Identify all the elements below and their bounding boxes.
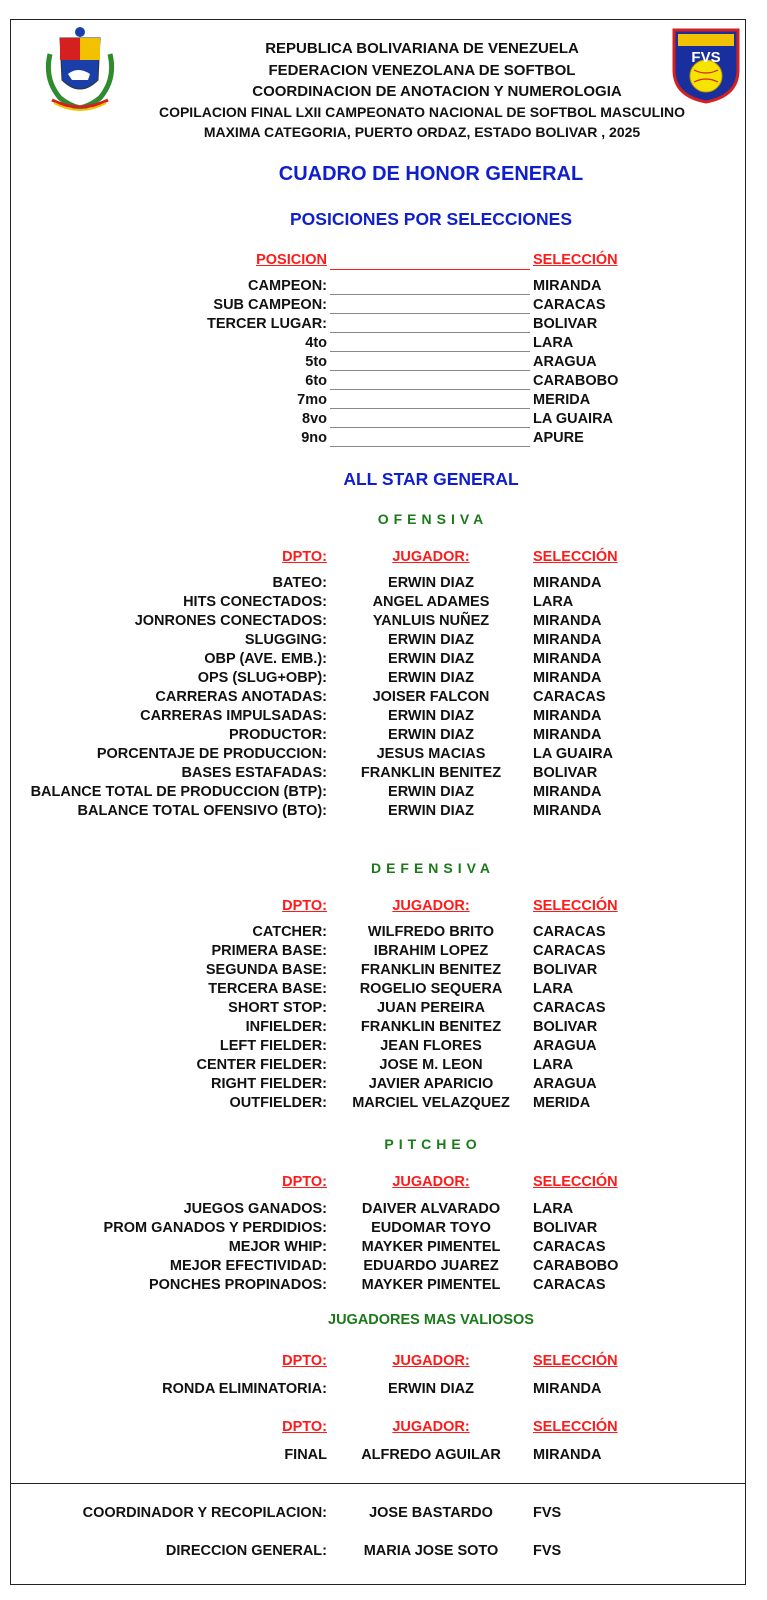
ofensiva-player: ERWIN DIAZ bbox=[388, 651, 474, 667]
mvp-ronda-header-seleccion: SELECCIÓN bbox=[533, 1353, 618, 1369]
ofensiva-player: ERWIN DIAZ bbox=[388, 727, 474, 743]
title-cuadro-de-honor: CUADRO DE HONOR GENERAL bbox=[278, 163, 584, 185]
defensiva-player: JAVIER APARICIO bbox=[368, 1076, 494, 1092]
defensiva-dept: INFIELDER: bbox=[245, 1019, 327, 1035]
defensiva-player: WILFREDO BRITO bbox=[367, 924, 495, 940]
defensiva-team: MERIDA bbox=[533, 1095, 591, 1111]
pitcheo-player: MAYKER PIMENTEL bbox=[361, 1239, 501, 1255]
ofensiva-dept: SLUGGING: bbox=[244, 632, 327, 648]
defensiva-dept: RIGHT FIELDER: bbox=[211, 1076, 327, 1092]
defensiva-team: BOLIVAR bbox=[533, 962, 598, 978]
position-team: CARABOBO bbox=[533, 373, 619, 389]
defensiva-player: JUAN PEREIRA bbox=[377, 1000, 485, 1016]
ofensiva-dept: BATEO: bbox=[272, 575, 327, 591]
title-pitcheo: PITCHEO bbox=[384, 1136, 482, 1152]
footer-person: JOSE BASTARDO bbox=[369, 1505, 493, 1521]
defensiva-player: MARCIEL VELAZQUEZ bbox=[352, 1095, 510, 1111]
ofensiva-team: MIRANDA bbox=[533, 708, 602, 724]
defensiva-dept: SEGUNDA BASE: bbox=[205, 962, 327, 978]
title-posiciones: POSICIONES POR SELECCIONES bbox=[290, 209, 572, 229]
defensiva-dept: SHORT STOP: bbox=[228, 1000, 327, 1016]
title-defensiva: DEFENSIVA bbox=[370, 860, 496, 876]
position-team: BOLIVAR bbox=[533, 316, 598, 332]
ofensiva-dept: JONRONES CONECTADOS: bbox=[134, 613, 327, 629]
ofensiva-player: ERWIN DIAZ bbox=[388, 803, 474, 819]
mvp-ronda-team: MIRANDA bbox=[533, 1381, 602, 1397]
mvp-final-header-dpto: DPTO: bbox=[282, 1419, 327, 1435]
ofensiva-dept: CARRERAS IMPULSADAS: bbox=[140, 708, 327, 724]
defensiva-player: FRANKLIN BENITEZ bbox=[360, 962, 502, 978]
ofensiva-header-seleccion: SELECCIÓN bbox=[533, 549, 618, 565]
defensiva-player: JEAN FLORES bbox=[380, 1038, 482, 1054]
position-team: CARACAS bbox=[533, 297, 606, 313]
position-leader-line bbox=[330, 294, 530, 295]
ofensiva-dept: OBP (AVE. EMB.): bbox=[204, 651, 327, 667]
title-ofensiva: OFENSIVA bbox=[377, 511, 489, 527]
pitcheo-header-dpto: DPTO: bbox=[282, 1174, 327, 1190]
ofensiva-player: FRANKLIN BENITEZ bbox=[360, 765, 502, 781]
mvp-final-team: MIRANDA bbox=[533, 1447, 602, 1463]
ofensiva-dept: CARRERAS ANOTADAS: bbox=[155, 689, 327, 705]
ofensiva-team: MIRANDA bbox=[533, 651, 602, 667]
mvp-final-player: ALFREDO AGUILAR bbox=[361, 1447, 501, 1463]
defensiva-team: LARA bbox=[533, 981, 574, 997]
position-leader-line bbox=[330, 351, 530, 352]
footer-team: FVS bbox=[533, 1505, 562, 1521]
defensiva-header-jugador: JUGADOR: bbox=[392, 898, 470, 914]
pitcheo-dept: JUEGOS GANADOS: bbox=[183, 1201, 327, 1217]
ofensiva-dept: BALANCE TOTAL DE PRODUCCION (BTP): bbox=[30, 784, 327, 800]
position-label: 6to bbox=[305, 373, 327, 389]
position-leader-line bbox=[330, 332, 530, 333]
position-leader-line bbox=[330, 408, 530, 409]
defensiva-player: JOSE M. LEON bbox=[379, 1057, 483, 1073]
pitcheo-player: EUDOMAR TOYO bbox=[371, 1220, 491, 1236]
pitcheo-team: CARABOBO bbox=[533, 1258, 619, 1274]
ofensiva-dept: BALANCE TOTAL OFENSIVO (BTO): bbox=[77, 803, 327, 819]
ofensiva-dept: PORCENTAJE DE PRODUCCION: bbox=[96, 746, 327, 762]
pitcheo-team: CARACAS bbox=[533, 1277, 606, 1293]
position-label: TERCER LUGAR: bbox=[206, 316, 327, 332]
defensiva-team: ARAGUA bbox=[533, 1038, 597, 1054]
pitcheo-team: CARACAS bbox=[533, 1239, 606, 1255]
footer-person: MARIA JOSE SOTO bbox=[363, 1543, 499, 1559]
pitcheo-dept: MEJOR WHIP: bbox=[228, 1239, 327, 1255]
defensiva-team: LARA bbox=[533, 1057, 574, 1073]
pitcheo-player: EDUARDO JUAREZ bbox=[363, 1258, 499, 1274]
header-line-1: REPUBLICA BOLIVARIANA DE VENEZUELA bbox=[265, 40, 579, 57]
ofensiva-team: MIRANDA bbox=[533, 670, 602, 686]
ofensiva-team: BOLIVAR bbox=[533, 765, 598, 781]
position-team: MIRANDA bbox=[533, 278, 602, 294]
position-leader-line bbox=[330, 446, 530, 447]
header-seleccion: SELECCIÓN bbox=[533, 252, 618, 268]
ofensiva-player: ERWIN DIAZ bbox=[388, 670, 474, 686]
ofensiva-header-dpto: DPTO: bbox=[282, 549, 327, 565]
pitcheo-player: MAYKER PIMENTEL bbox=[361, 1277, 501, 1293]
ofensiva-dept: BASES ESTAFADAS: bbox=[181, 765, 327, 781]
position-label: SUB CAMPEON: bbox=[213, 297, 327, 313]
position-team: APURE bbox=[533, 430, 584, 446]
pitcheo-team: BOLIVAR bbox=[533, 1220, 598, 1236]
ofensiva-player: ERWIN DIAZ bbox=[388, 575, 474, 591]
position-leader-line bbox=[330, 389, 530, 390]
position-leader-line bbox=[330, 427, 530, 428]
defensiva-dept: TERCERA BASE: bbox=[208, 981, 327, 997]
footer-team: FVS bbox=[533, 1543, 562, 1559]
position-team: LA GUAIRA bbox=[533, 411, 614, 427]
position-label: CAMPEON: bbox=[248, 278, 327, 294]
defensiva-team: ARAGUA bbox=[533, 1076, 597, 1092]
header-line-2: FEDERACION VENEZOLANA DE SOFTBOL bbox=[268, 62, 576, 79]
defensiva-dept: OUTFIELDER: bbox=[229, 1095, 327, 1111]
defensiva-player: FRANKLIN BENITEZ bbox=[360, 1019, 502, 1035]
ofensiva-team: MIRANDA bbox=[533, 803, 602, 819]
ofensiva-player: ERWIN DIAZ bbox=[388, 784, 474, 800]
defensiva-team: CARACAS bbox=[533, 924, 606, 940]
position-label: 7mo bbox=[297, 392, 327, 408]
position-label: 9no bbox=[301, 430, 327, 446]
pitcheo-dept: PONCHES PROPINADOS: bbox=[148, 1277, 327, 1293]
defensiva-dept: CENTER FIELDER: bbox=[196, 1057, 327, 1073]
mvp-final-header-jugador: JUGADOR: bbox=[392, 1419, 470, 1435]
defensiva-header-seleccion: SELECCIÓN bbox=[533, 898, 618, 914]
ofensiva-player: ANGEL ADAMES bbox=[372, 594, 490, 610]
mvp-ronda-header-jugador: JUGADOR: bbox=[392, 1353, 470, 1369]
defensiva-dept: LEFT FIELDER: bbox=[219, 1038, 327, 1054]
defensiva-player: IBRAHIM LOPEZ bbox=[373, 943, 489, 959]
position-label: 4to bbox=[305, 335, 327, 351]
position-team: ARAGUA bbox=[533, 354, 597, 370]
header-line-4: COPILACION FINAL LXII CAMPEONATO NACIONAL DE SOFTBOL MASCULINO bbox=[158, 104, 686, 120]
ofensiva-player: ERWIN DIAZ bbox=[388, 632, 474, 648]
title-all-star: ALL STAR GENERAL bbox=[343, 469, 519, 489]
defensiva-header-dpto: DPTO: bbox=[282, 898, 327, 914]
position-leader-line bbox=[330, 313, 530, 314]
header-underline bbox=[330, 269, 530, 270]
defensiva-team: BOLIVAR bbox=[533, 1019, 598, 1035]
pitcheo-dept: MEJOR EFECTIVIDAD: bbox=[169, 1258, 327, 1274]
defensiva-team: CARACAS bbox=[533, 943, 606, 959]
footer-divider bbox=[10, 1483, 746, 1484]
ofensiva-team: MIRANDA bbox=[533, 727, 602, 743]
mvp-final-header-seleccion: SELECCIÓN bbox=[533, 1419, 618, 1435]
mvp-ronda-dept: RONDA ELIMINATORIA: bbox=[162, 1381, 327, 1397]
ofensiva-player: JESUS MACIAS bbox=[376, 746, 486, 762]
title-mvp: JUGADORES MAS VALIOSOS bbox=[328, 1312, 534, 1328]
mvp-final-dept: FINAL bbox=[284, 1447, 327, 1463]
ofensiva-dept: HITS CONECTADOS: bbox=[183, 594, 327, 610]
ofensiva-team: MIRANDA bbox=[533, 575, 602, 591]
pitcheo-team: LARA bbox=[533, 1201, 574, 1217]
fvs-logo-text: FVS bbox=[691, 49, 721, 66]
document-frame bbox=[10, 19, 746, 1585]
defensiva-player: ROGELIO SEQUERA bbox=[359, 981, 503, 997]
footer-dept: DIRECCION GENERAL: bbox=[165, 1543, 327, 1559]
pitcheo-header-jugador: JUGADOR: bbox=[392, 1174, 470, 1190]
defensiva-dept: PRIMERA BASE: bbox=[211, 943, 327, 959]
position-label: 8vo bbox=[302, 411, 327, 427]
ofensiva-header-jugador: JUGADOR: bbox=[392, 549, 470, 565]
mvp-ronda-header-dpto: DPTO: bbox=[282, 1353, 327, 1369]
ofensiva-team: LARA bbox=[533, 594, 574, 610]
pitcheo-player: DAIVER ALVARADO bbox=[361, 1201, 501, 1217]
ofensiva-player: JOISER FALCON bbox=[372, 689, 490, 705]
ofensiva-team: MIRANDA bbox=[533, 784, 602, 800]
defensiva-dept: CATCHER: bbox=[252, 924, 327, 940]
ofensiva-team: MIRANDA bbox=[533, 613, 602, 629]
position-team: MERIDA bbox=[533, 392, 591, 408]
pitcheo-dept: PROM GANADOS Y PERDIDIOS: bbox=[103, 1220, 327, 1236]
ofensiva-team: CARACAS bbox=[533, 689, 606, 705]
header-line-5: MAXIMA CATEGORIA, PUERTO ORDAZ, ESTADO BOLIVAR , 2025 bbox=[203, 124, 641, 140]
ofensiva-dept: OPS (SLUG+OBP): bbox=[197, 670, 327, 686]
ofensiva-dept: PRODUCTOR: bbox=[228, 727, 327, 743]
footer-dept: COORDINADOR Y RECOPILACION: bbox=[82, 1505, 327, 1521]
position-team: LARA bbox=[533, 335, 574, 351]
header-line-3: COORDINACION DE ANOTACION Y NUMEROLOGIA bbox=[252, 83, 622, 100]
ofensiva-player: ERWIN DIAZ bbox=[388, 708, 474, 724]
header-posicion: POSICION bbox=[256, 252, 327, 268]
mvp-ronda-player: ERWIN DIAZ bbox=[388, 1381, 474, 1397]
ofensiva-team: LA GUAIRA bbox=[533, 746, 614, 762]
defensiva-team: CARACAS bbox=[533, 1000, 606, 1016]
pitcheo-header-seleccion: SELECCIÓN bbox=[533, 1174, 618, 1190]
position-label: 5to bbox=[305, 354, 327, 370]
position-leader-line bbox=[330, 370, 530, 371]
ofensiva-player: YANLUIS NUÑEZ bbox=[372, 613, 490, 629]
ofensiva-team: MIRANDA bbox=[533, 632, 602, 648]
